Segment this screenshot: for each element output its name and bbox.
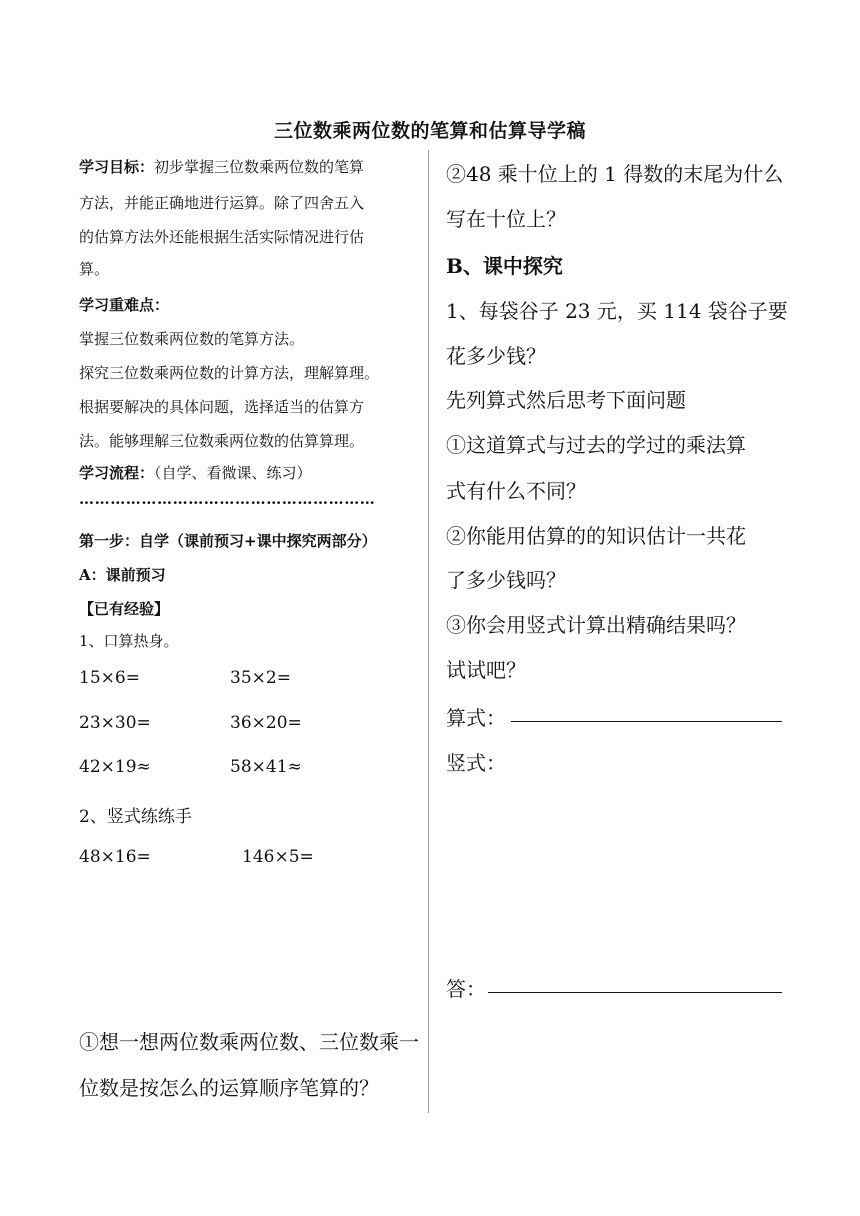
goal-line-2: 方法，并能正确地进行运算。除了四舍五入 (79, 194, 365, 212)
vertical-heading: 2、竖式练练手 (79, 807, 192, 827)
problem-line-2: 花多少钱？ (446, 344, 546, 368)
q2-line-2: 写在十位上？ (446, 207, 566, 231)
key-line-4: 法。能够理解三位数乘两位数的估算算理。 (79, 432, 365, 450)
column-divider (428, 150, 429, 1113)
question-line-3: ②你能用估算的的知识估计一共花 (446, 524, 746, 548)
q2-line-1: ②48 乘十位上的 1 得数的末尾为什么 (446, 162, 784, 186)
formula-blank-line[interactable] (511, 721, 782, 722)
oral-2-a: 23×30= (79, 713, 151, 733)
flow-text: （自学、看微课、练习） (154, 464, 312, 482)
key-line-2: 探究三位数乘两位数的计算方法，理解算理。 (79, 364, 380, 382)
goal-line-3: 的估算方法外还能根据生活实际情况进行估 (79, 228, 365, 246)
oral-2-b: 36×20= (230, 713, 302, 733)
question-line-1: ①这道算式与过去的学过的乘法算 (446, 433, 746, 457)
question-line-5: ③你会用竖式计算出精确结果吗？ (446, 613, 746, 637)
flow-line (79, 462, 312, 483)
preview-heading: A：课前预习 (79, 566, 166, 584)
instruction: 先列算式然后思考下面问题 (446, 388, 686, 412)
oral-1-a: 15×6= (79, 668, 140, 688)
problem-line-1: 1、每袋谷子 23 元，买 114 袋谷子要 (446, 299, 788, 323)
key-label: 学习重难点： (79, 296, 170, 314)
q1-line-2: 位数是按怎么的运算顺序笔算的？ (79, 1076, 379, 1100)
formula-label: 算式： (446, 706, 506, 730)
page-title: 三位数乘两位数的笔算和估算导学稿 (273, 120, 586, 142)
answer-label: 答： (446, 977, 486, 1001)
step1-heading: 第一步：自学（课前预习+课中探究两部分） (79, 532, 377, 550)
warmup-heading: 1、口算热身。 (79, 632, 179, 650)
goal-line-4: 算。 (79, 260, 110, 278)
goal-line-1 (79, 156, 364, 177)
answer-blank-line[interactable] (488, 992, 782, 993)
key-line-3: 根据要解决的具体问题，选择适当的估算方 (79, 398, 365, 416)
section-b-heading: B、课中探究 (446, 254, 563, 278)
key-line-1: 掌握三位数乘两位数的笔算方法。 (79, 330, 305, 348)
goal-label: 学习目标： (79, 158, 155, 176)
vertical-label: 竖式： (446, 751, 506, 775)
q1-line-1: ①想一想两位数乘两位数、三位数乘一 (79, 1030, 419, 1054)
question-line-4: 了多少钱吗？ (446, 568, 566, 592)
experience-heading: 【已有经验】 (79, 600, 170, 618)
question-line-6: 试试吧？ (446, 658, 526, 682)
oral-3-b: 58×41≈ (230, 757, 302, 777)
flow-label: 学习流程： (79, 464, 155, 482)
oral-3-a: 42×19≈ (79, 757, 151, 777)
question-line-2: 式有什么不同？ (446, 479, 586, 503)
vertical-1: 48×16= (79, 847, 151, 867)
oral-1-b: 35×2= (230, 668, 291, 688)
dotted-separator: ………………………………………………… (79, 490, 376, 508)
goal-text-1: 初步掌握三位数乘两位数的笔算 (154, 158, 365, 176)
vertical-2: 146×5= (242, 847, 314, 867)
